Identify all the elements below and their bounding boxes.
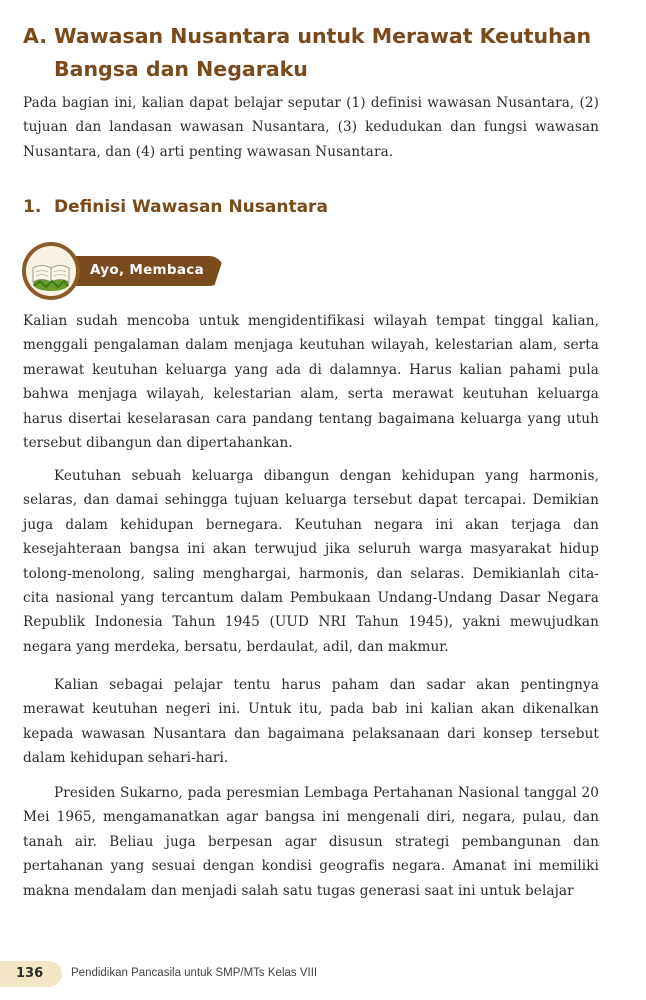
- section-letter: A.: [23, 24, 48, 48]
- page-footer: [0, 955, 646, 993]
- book-title: Pendidikan Pancasila untuk SMP/MTs Kelas VIII: [71, 967, 318, 979]
- badge-label: Ayo, Membaca: [90, 262, 205, 278]
- section-title-text: Wawasan Nusantara untuk Merawat Keutuhan Bangsa dan Negaraku: [54, 24, 592, 81]
- subsection-number: 1.: [23, 197, 42, 217]
- section-title: [23, 20, 623, 86]
- body-paragraph: Kalian sebagai pelajar tentu harus paham dan sadar akan pentingnya merawat keutuhan negeri ini. Untuk itu, pada bab ini kalian akan dikenalkan kepada wawasan Nusantara dan bagaimana pelaksanaan dari konsep tersebut dalam kehidupan sehari-hari.: [23, 677, 599, 767]
- page-number: 136: [16, 966, 44, 981]
- open-book-icon: [26, 246, 76, 296]
- badge-icon-ring: [22, 242, 80, 300]
- body-paragraph: Keutuhan sebuah keluarga dibangun dengan kehidupan yang harmonis, selaras, dan damai sehingga tujuan keluarga tersebut dapat tercapai. Demikian juga dalam kehidupan bernegara. Keutuhan negara ini akan terjaga dan kesejahteraan bangsa ini akan terwujud jika seluruh warga masyarakat hidup tolong-menolong, saling menghargai, harmonis, dan selaras. Demikianlah cita-cita nasional yang tercantum dalam Pembukaan Undang-Undang Dasar Negara Republik Indonesia Tahun 1945 (UUD NRI Tahun 1945), yakni mewujudkan negara yang merdeka, bersatu, berdaulat, adil, dan makmur.: [23, 468, 599, 655]
- intro-paragraph: Pada bagian ini, kalian dapat belajar seputar (1) definisi wawasan Nusantara, (2) tujuan dan landasan wawasan Nusantara, (3) kedudukan dan fungsi wawasan Nusantara, dan (4) arti penting wawasan Nusantara.: [23, 95, 599, 160]
- subsection-title-text: Definisi Wawasan Nusantara: [54, 197, 328, 217]
- body-paragraph: Presiden Sukarno, pada peresmian Lembaga Pertahanan Nasional tanggal 20 Mei 1965, mengamanatkan agar bangsa ini mengenali diri, negara, pulau, dan tanah air. Beliau juga berpesan agar disusun strategi pembangunan dan pertahanan yang sesuai dengan kondisi geografis negara. Amanat ini memiliki makna mendalam dan menjadi salah satu tugas generasi saat ini untuk belajar: [23, 785, 599, 899]
- subsection-title: [23, 193, 623, 221]
- body-paragraph: Kalian sudah mencoba untuk mengidentifikasi wilayah tempat tinggal kalian, menggali pengalaman dalam menjaga keutuhan wilayah, kelestarian alam, serta merawat keutuhan keluarga yang ada di dalamnya. Harus kalian pahami pula bahwa menjaga wilayah, kelestarian alam, serta merawat keutuhan keluarga harus disertai keselarasan cara pandang tentang bagaimana keluarga yang utuh tersebut dibangun dan dipertahankan.: [23, 313, 599, 452]
- ayo-membaca-badge: [22, 242, 224, 300]
